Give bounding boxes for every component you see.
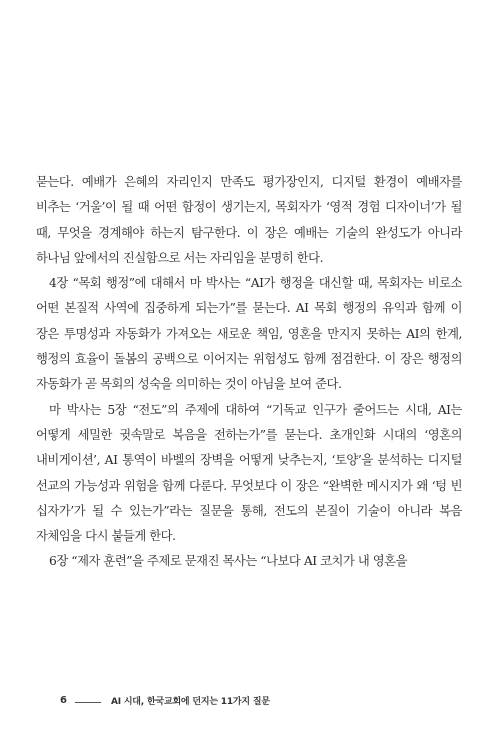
paragraph-4: 6장 “제자 훈련”을 주제로 문재진 목사는 “나보다 AI 코치가 내 영혼을 (49, 554, 408, 569)
page-footer (60, 694, 270, 707)
running-title: AI 시대, 한국교회에 던지는 11가지 질문 (110, 697, 270, 707)
paragraph-1: 묻는다. 예배가 은혜의 자리인지 만족도 평가장인지, 디지털 환경이 예배자를 비추는 ‘거울’이 될 때 어떤 함정이 생기는지, 목회자가 ‘영적 경험 디자이너’가 될 때, 무엇을 경계해야 하는지 탐구한다. 이 장은 예배는 기술의 완성도가 아니라 하나님 앞에서의 진실함으로 서는 자리임을 분명히 한다. (36, 175, 462, 265)
paragraph-2: 4장 “목회 행정”에 대해서 마 박사는 “AI가 행정을 대신할 때, 목회자는 비로소 어떤 본질적 사역에 집중하게 되는가”를 묻는다. AI 목회 행정의 유익과 함께 이 장은 투명성과 자동화가 가져오는 새로운 책임, 영혼을 만지지 못하는 AI의 한계, 행정의 효율이 돌봄의 공백으로 이어지는 위험성도 함께 점검한다. 이 장은 행정의 자동화가 곧 목회의 성숙을 의미하는 것이 아님을 보여 준다. (36, 276, 462, 392)
paragraph-3: 마 박사는 5장 “전도”의 주제에 대하여 “기독교 인구가 줄어드는 시대, AI는 어떻게 세밀한 귓속말로 복음을 전하는가”를 묻는다. 초개인화 시대의 ‘영혼의 내비게이션’, AI 통역이 바벨의 장벽을 어떻게 낮추는지, ‘토양’을 분석하는 디지털 선교의 가능성과 위험을 함께 다룬다. 무엇보다 이 장은 “완벽한 메시지가 왜 ‘텅 빈 십자가’가 될 수 있는가”라는 질문을 통해, 전도의 본질이 기술이 아니라 복음 자체임을 다시 붙들게 한다. (36, 402, 462, 544)
page-number: 6 (60, 695, 67, 706)
footer-rule (75, 702, 101, 703)
body-text (36, 170, 462, 575)
